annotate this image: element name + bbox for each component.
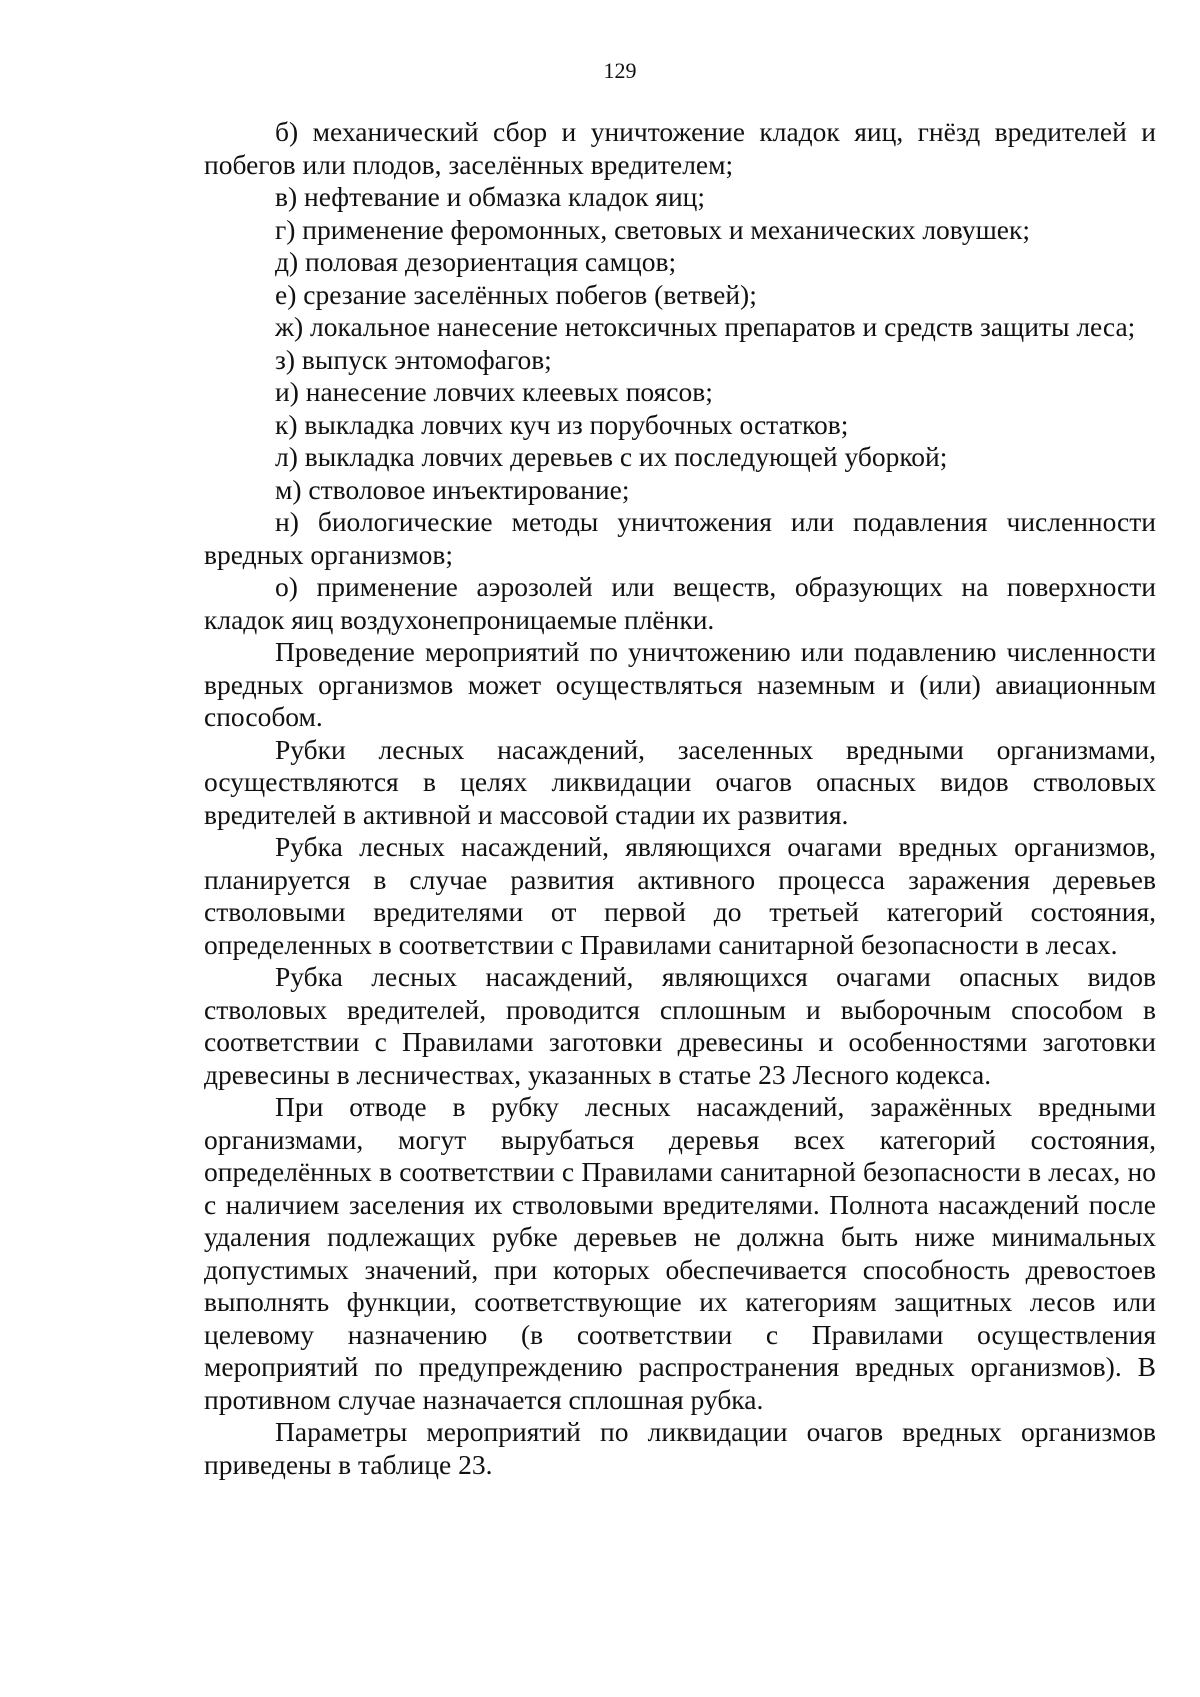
paragraph-felling-method: Рубка лесных насаждений, являющихся очагами опасных видов стволовых вредителей, проводится сплошным и выборочным способом в соответствии с Правилами заготовки древесины и особенностями заготовки древесины в лесничествах, указанных в статье 23 Лесного кодекса.: [204, 961, 1156, 1090]
paragraph-felling-purpose: Рубки лесных насаждений, заселенных вредными организмами, осуществляются в целях ликвидации очагов опасных видов стволовых вредителей в активной и массовой стадии их развития.: [204, 733, 1156, 830]
list-item-i: и) нанесение ловчих клеевых поясов;: [275, 376, 713, 407]
list-item-o: о) применение аэрозолей или веществ, образующих на поверхности кладок яиц воздухонепроницаемые плёнки.: [204, 571, 1156, 635]
list-item-b: б) механический сбор и уничтожение кладок яиц, гнёзд вредителей и побегов или плодов, заселённых вредителем;: [204, 116, 1156, 180]
paragraph-table-reference: Параметры мероприятий по ликвидации очагов вредных организмов приведены в таблице 23.: [204, 1416, 1156, 1480]
paragraph-methods: Проведение мероприятий по уничтожению или подавлению численности вредных организмов может осуществляться наземным и (или) авиационным способом.: [204, 636, 1156, 732]
list-item-z: з) выпуск энтомофагов;: [275, 343, 552, 375]
paragraph-felling-planning: Рубка лесных насаждений, являющихся очагами вредных организмов, планируется в случае развития активного процесса заражения деревьев стволовыми вредителями от первой до третьей категорий состояния, определенных в соответствии с Правилами санитарной безопасности в лесах.: [204, 831, 1156, 960]
list-item-l: л) выкладка ловчих деревьев с их последующей уборкой;: [275, 441, 948, 472]
list-item-v: в) нефтевание и обмазка кладок яиц;: [275, 181, 706, 212]
paragraph-felling-allotment: При отводе в рубку лесных насаждений, заражённых вредными организмами, могут вырубаться деревья всех категорий состояния, определённых в соответствии с Правилами санитарной безопасности в лесах, но с наличием заселения их стволовыми вредителями. Полнота насаждений после удаления подлежащих рубке деревьев не должна быть ниже минимальных допустимых значений, при которых обеспечивается способность древостоев выполнять функции, соответствующие их категориям защитных лесов или целевому назначению (в соответствии с Правилами осуществления мероприятий по предупреждению распространения вредных организмов). В противном случае назначается сплошная рубка.: [204, 1091, 1156, 1415]
list-item-m: м) стволовое инъектирование;: [275, 473, 630, 505]
list-item-d: д) половая дезориентация самцов;: [275, 246, 677, 277]
list-item-g: г) применение феромонных, световых и механических ловушек;: [275, 213, 1030, 245]
list-item-e: е) срезание заселённых побегов (ветвей);: [275, 278, 757, 310]
body-text: [204, 116, 1156, 1481]
list-item-k: к) выкладка ловчих куч из порубочных остатков;: [275, 408, 849, 440]
list-item-n: н) биологические методы уничтожения или подавления численности вредных организмов;: [204, 506, 1156, 570]
list-item-zh: ж) локальное нанесение нетоксичных препаратов и средств защиты леса;: [275, 311, 1136, 342]
page-number: 129: [603, 58, 637, 83]
